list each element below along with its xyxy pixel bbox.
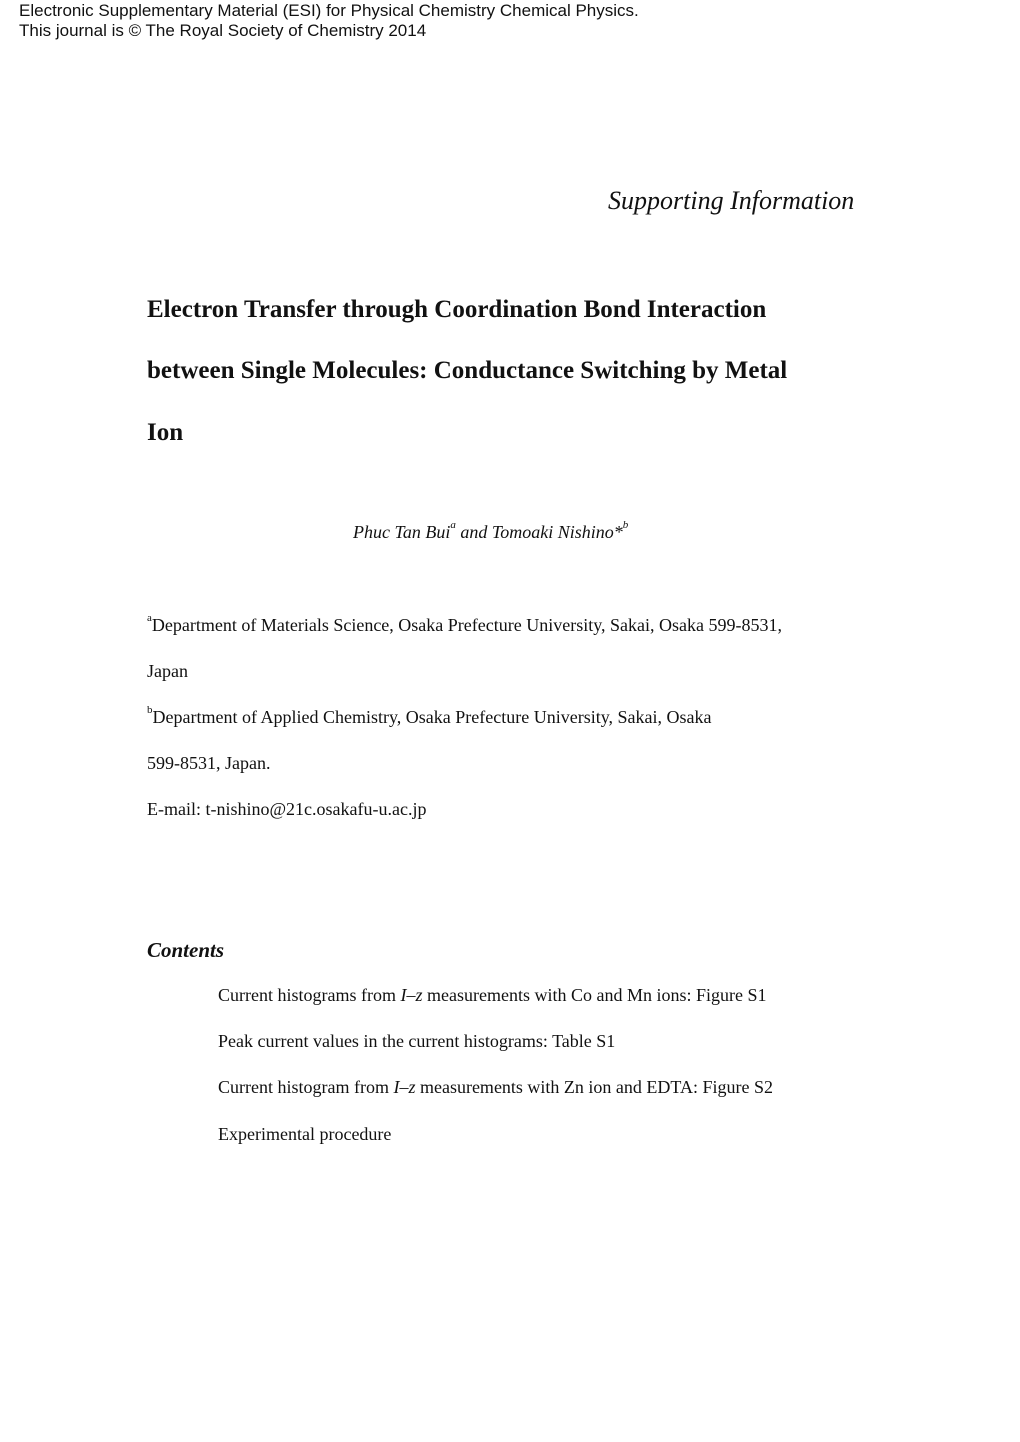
author-1: Phuc Tan Bui — [353, 522, 451, 542]
title-line-3: Ion — [147, 419, 184, 446]
authors-line — [353, 519, 629, 543]
toc-item-1: Current histograms from I–z measurements with Co and Mn ions: Figure S1 — [218, 985, 767, 1005]
affiliation-a-line2: Japan — [147, 661, 188, 681]
affiliation-a-line1: $^a$Department of Materials Science, Osaka Prefecture University, Sakai, Osaka 599-8531, — [147, 612, 783, 635]
esi-header-line2: This journal is © The Royal Society of Chemistry 2014 — [19, 21, 427, 40]
author-2: and Tomoaki Nishino* — [455, 522, 623, 542]
toc-item-2: Peak current values in the current histograms: Table S1 — [218, 1031, 616, 1051]
esi-header — [19, 1, 639, 41]
title-line-1: Electron Transfer through Coordination Bond Interaction — [147, 296, 767, 323]
contents-heading: Contents — [147, 938, 225, 962]
affiliation-b-line1: $^b$Department of Applied Chemistry, Osaka Prefecture University, Sakai, Osaka — [147, 704, 712, 727]
email: E-mail: t-nishino@21c.osakafu-u.ac.jp — [147, 799, 427, 819]
author-2-affil-mark: b — [622, 519, 629, 531]
author-1-affil-mark: a — [450, 519, 456, 531]
affiliation-b-line2: 599-8531, Japan. — [147, 753, 271, 773]
affiliation-a-mark: a — [147, 612, 152, 624]
toc-item-3: Current histogram from I–z measurements with Zn ion and EDTA: Figure S2 — [218, 1077, 773, 1097]
toc-item-4: Experimental procedure — [218, 1124, 392, 1144]
affiliation-b-mark: b — [147, 704, 153, 716]
title-line-2: between Single Molecules: Conductance Switching by Metal — [147, 357, 788, 384]
supporting-information-label: Supporting Information — [608, 186, 855, 215]
esi-header-line1: Electronic Supplementary Material (ESI) for Physical Chemistry Chemical Physics. — [19, 1, 639, 20]
